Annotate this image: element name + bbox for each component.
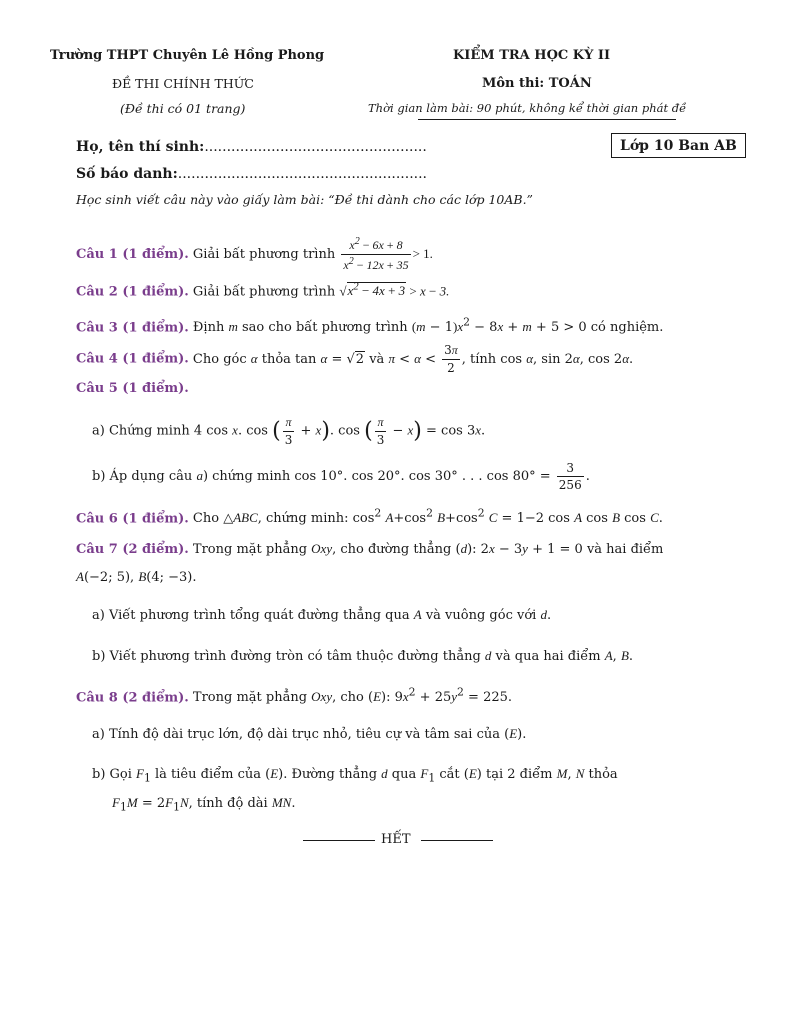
question-6-text: Cho △ABC, chứng minh: $\cos^2 A+\cos^2$ $B+\cos^2$ C = 1−2 cos A cos B cos C. xyxy=(192,507,663,527)
subject-label: Môn thi: TOÁN xyxy=(482,76,592,91)
question-8a: a) Tính độ dài trục lớn, độ dài trục nhỏ, tiêu cự và tâm sai của (E). xyxy=(92,726,527,742)
question-2-label: Câu 2 (1 điểm). xyxy=(76,284,189,300)
question-7 xyxy=(76,541,663,557)
duration-underline xyxy=(418,119,676,120)
page-count-note: (Đề thi có 01 trang) xyxy=(120,101,246,116)
question-7-label: Câu 7 (2 điểm). xyxy=(76,542,189,557)
question-3-text: Định m sao cho bất phương trình $(m - 1)x^2 - 8x + m + 5 > 0$ có nghiệm. xyxy=(192,316,664,336)
question-7-points: A(−2; 5), B(4; −3). xyxy=(76,569,197,585)
class-box: Lớp 10 Ban AB xyxy=(611,133,746,158)
name-field xyxy=(76,139,427,155)
question-7a: a) Viết phương trình tổng quát đường thẳng qua A và vuông góc với d. xyxy=(92,607,552,623)
question-4-text: Cho góc α thỏa tan α = √2 và π < α < $\frac{3\pi}{2}$ , tính cos α, sin 2α, cos 2α. xyxy=(192,343,634,375)
question-1-label: Câu 1 (1 điểm). xyxy=(76,247,189,262)
id-dots: ........................................................ xyxy=(177,166,427,182)
question-8b-cont: $F_1M = 2F_1N$, tính độ dài MN. xyxy=(112,795,296,814)
question-8-text: Trong mặt phẳng Oxy, cho (E): $9x^2 + 25y^2 = 225$. xyxy=(192,686,513,706)
question-8 xyxy=(76,686,512,705)
question-6 xyxy=(76,507,663,526)
question-7b: b) Viết phương trình đường tròn có tâm thuộc đường thẳng d và qua hai điểm A, B. xyxy=(92,648,634,664)
id-field xyxy=(76,166,427,182)
question-4 xyxy=(76,343,633,375)
question-7-text: Trong mặt phẳng Oxy, cho đường thẳng (d): 2x − 3y + 1 = 0 và hai điểm xyxy=(192,541,664,557)
id-label: Số báo danh: xyxy=(76,166,178,182)
question-2 xyxy=(76,281,449,299)
end-label: HẾT xyxy=(381,832,411,847)
duration-note: Thời gian làm bài: 90 phút, không kể thời gian phát đề xyxy=(368,101,687,115)
question-5-label: Câu 5 (1 điểm). xyxy=(76,381,189,396)
question-1-text: Giải bất phương trình xyxy=(192,247,336,262)
question-2-math: $√x^2 - 4x + 3 > x - 3$. xyxy=(339,281,450,299)
name-dots: .................................................. xyxy=(204,139,427,155)
name-label: Họ, tên thí sinh: xyxy=(76,139,205,155)
question-5 xyxy=(76,381,189,396)
question-1-fraction: $\frac{x^2 - 6x + 8}{x^2 - 12x + 35}$ xyxy=(343,236,409,272)
question-5a: a) Chứng minh 4 cos x. cos ( $\frac{\pi}{3}$ + x). cos ( $\frac{\pi}{3}$ − x) = cos 3x. xyxy=(92,415,486,447)
question-5b: b) Áp dụng câu a) chứng minh cos 10°. cos 20°. cos 30° . . . cos 80° = $\frac{3}{256}$ . xyxy=(92,461,590,492)
end-rule-left xyxy=(303,840,375,841)
question-3-label: Câu 3 (1 điểm). xyxy=(76,320,189,336)
question-4-label: Câu 4 (1 điểm). xyxy=(76,351,189,367)
question-6-label: Câu 6 (1 điểm). xyxy=(76,511,189,527)
question-2-text: Giải bất phương trình xyxy=(192,284,336,300)
question-3 xyxy=(76,316,663,335)
end-rule-right xyxy=(421,840,493,841)
question-8-label: Câu 8 (2 điểm). xyxy=(76,690,189,706)
school-name: Trường THPT Chuyên Lê Hồng Phong xyxy=(50,48,325,63)
official-label: ĐỀ THI CHÍNH THỨC xyxy=(112,76,254,91)
question-1: Câu 1 (1 điểm). Giải bất phương trình $\frac{x^2 - 6x + 8}{x^2 - 12x + 35}$ > 1. xyxy=(76,236,433,272)
instruction-text: Học sinh viết câu này vào giấy làm bài: “Đề thi dành cho các lớp 10AB.” xyxy=(76,192,533,207)
question-8b: b) Gọi $F_1$ là tiêu điểm của (E). Đường thẳng d qua $F_1$ cắt (E) tại 2 điểm M, N thỏa xyxy=(92,766,618,785)
exam-title: KIỂM TRA HỌC KỲ II xyxy=(453,48,611,63)
